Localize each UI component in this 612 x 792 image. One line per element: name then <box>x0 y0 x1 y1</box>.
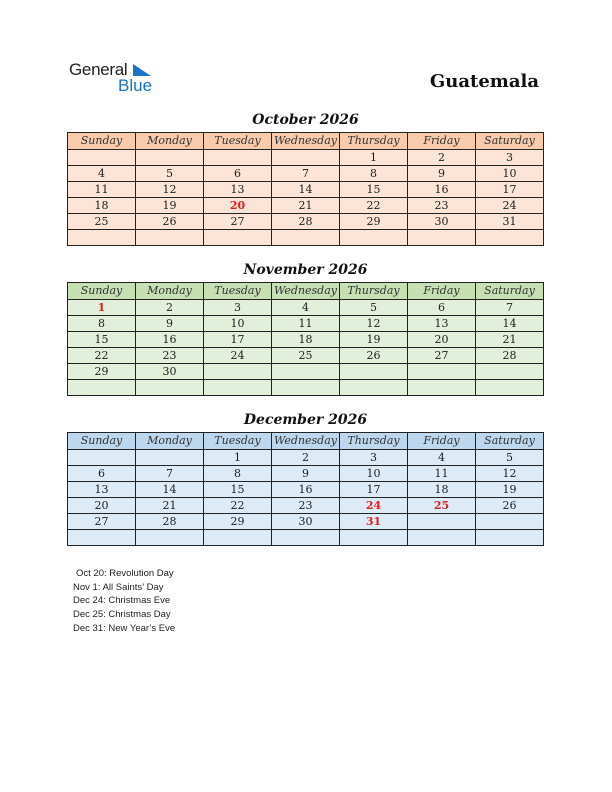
weekday-header-row <box>68 433 544 450</box>
day-cell: 9 <box>408 166 476 182</box>
day-cell: 28 <box>272 214 340 230</box>
month-calendar <box>67 261 544 396</box>
day-cell: 27 <box>68 514 136 530</box>
week-row <box>68 214 544 230</box>
day-cell: 15 <box>204 482 272 498</box>
day-cell: 5 <box>476 450 544 466</box>
holiday-day-cell: 20 <box>204 198 272 214</box>
day-cell <box>340 380 408 396</box>
day-cell: 21 <box>476 332 544 348</box>
day-cell: 4 <box>68 166 136 182</box>
day-cell: 17 <box>476 182 544 198</box>
day-cell: 28 <box>136 514 204 530</box>
day-cell <box>68 450 136 466</box>
day-cell <box>408 514 476 530</box>
logo-word-blue: Blue <box>118 76 153 95</box>
holiday-list <box>73 567 175 636</box>
day-cell: 21 <box>136 498 204 514</box>
day-cell <box>272 364 340 380</box>
holiday-item: Dec 31: New Year’s Eve <box>73 622 176 634</box>
day-cell: 23 <box>136 348 204 364</box>
day-cell: 9 <box>136 316 204 332</box>
day-cell: 5 <box>340 300 408 316</box>
day-cell <box>272 530 340 546</box>
day-cell: 2 <box>272 450 340 466</box>
day-cell: 23 <box>408 198 476 214</box>
day-cell: 2 <box>408 150 476 166</box>
weekday-header-row <box>68 133 544 150</box>
week-row <box>68 166 544 182</box>
day-cell: 2 <box>136 300 204 316</box>
day-cell <box>204 380 272 396</box>
week-row <box>68 380 544 396</box>
day-cell <box>340 364 408 380</box>
day-cell: 7 <box>136 466 204 482</box>
day-cell: 3 <box>340 450 408 466</box>
week-row <box>68 530 544 546</box>
day-cell: 8 <box>68 316 136 332</box>
day-cell <box>68 530 136 546</box>
day-cell: 8 <box>340 166 408 182</box>
day-cell: 5 <box>136 166 204 182</box>
day-cell: 27 <box>408 348 476 364</box>
day-cell: 1 <box>340 150 408 166</box>
weekday-header: Thursday <box>340 133 408 150</box>
day-cell: 31 <box>476 214 544 230</box>
holiday-item: Dec 24: Christmas Eve <box>73 595 171 607</box>
weekday-header: Tuesday <box>204 133 272 150</box>
holiday-day-cell: 31 <box>340 514 408 530</box>
day-cell <box>408 230 476 246</box>
day-cell <box>204 364 272 380</box>
day-cell <box>408 364 476 380</box>
holiday-day-cell: 24 <box>340 498 408 514</box>
weekday-header: Tuesday <box>204 283 272 300</box>
holiday-day-cell: 1 <box>68 300 136 316</box>
week-row <box>68 332 544 348</box>
week-row <box>68 198 544 214</box>
weekday-header: Monday <box>136 433 204 450</box>
day-cell <box>204 230 272 246</box>
week-row <box>68 230 544 246</box>
day-cell: 6 <box>204 166 272 182</box>
day-cell: 12 <box>340 316 408 332</box>
day-cell <box>476 364 544 380</box>
week-row <box>68 300 544 316</box>
day-cell: 10 <box>204 316 272 332</box>
day-cell <box>272 380 340 396</box>
week-row <box>68 466 544 482</box>
day-cell <box>476 530 544 546</box>
day-cell <box>476 230 544 246</box>
week-row <box>68 514 544 530</box>
day-cell: 19 <box>476 482 544 498</box>
day-cell: 19 <box>340 332 408 348</box>
day-cell: 15 <box>340 182 408 198</box>
weekday-header-row <box>68 283 544 300</box>
logo-triangle-icon <box>133 64 151 76</box>
month-calendar <box>67 411 544 546</box>
day-cell: 11 <box>272 316 340 332</box>
day-cell <box>68 230 136 246</box>
day-cell: 24 <box>476 198 544 214</box>
day-cell: 29 <box>204 514 272 530</box>
weekday-header: Wednesday <box>272 433 340 450</box>
month-table <box>67 432 544 546</box>
month-table <box>67 132 544 246</box>
weekday-header: Friday <box>408 283 476 300</box>
day-cell: 24 <box>204 348 272 364</box>
day-cell: 4 <box>272 300 340 316</box>
day-cell: 12 <box>476 466 544 482</box>
weekday-header: Sunday <box>68 433 136 450</box>
weekday-header: Thursday <box>340 283 408 300</box>
day-cell: 25 <box>68 214 136 230</box>
weekday-header: Friday <box>408 433 476 450</box>
month-title: December 2026 <box>243 412 368 428</box>
day-cell <box>476 514 544 530</box>
day-cell <box>68 150 136 166</box>
day-cell <box>408 530 476 546</box>
weekday-header: Wednesday <box>272 283 340 300</box>
day-cell: 30 <box>408 214 476 230</box>
day-cell: 27 <box>204 214 272 230</box>
day-cell: 6 <box>408 300 476 316</box>
weekday-header: Saturday <box>476 133 544 150</box>
day-cell: 20 <box>408 332 476 348</box>
day-cell: 11 <box>68 182 136 198</box>
day-cell <box>136 530 204 546</box>
day-cell: 14 <box>272 182 340 198</box>
day-cell: 30 <box>136 364 204 380</box>
day-cell <box>68 380 136 396</box>
day-cell: 7 <box>476 300 544 316</box>
day-cell: 23 <box>272 498 340 514</box>
day-cell: 9 <box>272 466 340 482</box>
generalblue-logo <box>69 60 159 96</box>
day-cell: 14 <box>136 482 204 498</box>
day-cell: 1 <box>204 450 272 466</box>
month-calendar <box>67 111 544 246</box>
day-cell: 26 <box>340 348 408 364</box>
day-cell: 29 <box>68 364 136 380</box>
weekday-header: Sunday <box>68 133 136 150</box>
day-cell: 10 <box>476 166 544 182</box>
day-cell <box>340 530 408 546</box>
day-cell: 11 <box>408 466 476 482</box>
day-cell: 22 <box>68 348 136 364</box>
week-row <box>68 150 544 166</box>
day-cell: 16 <box>272 482 340 498</box>
weekday-header: Monday <box>136 283 204 300</box>
week-row <box>68 182 544 198</box>
week-row <box>68 498 544 514</box>
day-cell: 26 <box>476 498 544 514</box>
day-cell <box>136 450 204 466</box>
day-cell: 26 <box>136 214 204 230</box>
day-cell <box>408 380 476 396</box>
week-row <box>68 450 544 466</box>
day-cell <box>204 150 272 166</box>
weekday-header: Monday <box>136 133 204 150</box>
day-cell: 13 <box>408 316 476 332</box>
day-cell: 19 <box>136 198 204 214</box>
day-cell: 6 <box>68 466 136 482</box>
day-cell: 14 <box>476 316 544 332</box>
month-title: October 2026 <box>252 112 359 128</box>
day-cell: 18 <box>272 332 340 348</box>
holiday-item: Oct 20: Revolution Day <box>76 568 174 579</box>
week-row <box>68 316 544 332</box>
weekday-header: Wednesday <box>272 133 340 150</box>
day-cell: 4 <box>408 450 476 466</box>
day-cell <box>476 380 544 396</box>
day-cell: 16 <box>408 182 476 198</box>
week-row <box>68 348 544 364</box>
day-cell: 17 <box>340 482 408 498</box>
day-cell: 3 <box>476 150 544 166</box>
day-cell <box>136 230 204 246</box>
day-cell: 12 <box>136 182 204 198</box>
day-cell <box>204 530 272 546</box>
weekday-header: Friday <box>408 133 476 150</box>
week-row <box>68 482 544 498</box>
day-cell: 13 <box>68 482 136 498</box>
month-table <box>67 282 544 396</box>
day-cell: 22 <box>340 198 408 214</box>
weekday-header: Saturday <box>476 433 544 450</box>
weekday-header: Sunday <box>68 283 136 300</box>
day-cell: 28 <box>476 348 544 364</box>
logo-word-general: General <box>69 60 128 79</box>
day-cell: 20 <box>68 498 136 514</box>
day-cell: 7 <box>272 166 340 182</box>
day-cell: 29 <box>340 214 408 230</box>
weekday-header: Thursday <box>340 433 408 450</box>
day-cell: 22 <box>204 498 272 514</box>
day-cell: 18 <box>68 198 136 214</box>
day-cell: 10 <box>340 466 408 482</box>
week-row <box>68 364 544 380</box>
day-cell: 17 <box>204 332 272 348</box>
day-cell: 30 <box>272 514 340 530</box>
holiday-day-cell: 25 <box>408 498 476 514</box>
day-cell <box>340 230 408 246</box>
day-cell: 15 <box>68 332 136 348</box>
day-cell: 21 <box>272 198 340 214</box>
holiday-item: Nov 1: All Saints’ Day <box>73 581 164 593</box>
holiday-item: Dec 25: Christmas Day <box>73 609 171 621</box>
day-cell: 16 <box>136 332 204 348</box>
day-cell <box>272 230 340 246</box>
day-cell: 8 <box>204 466 272 482</box>
day-cell <box>136 150 204 166</box>
country-title: Guatemala <box>429 71 539 92</box>
day-cell: 25 <box>272 348 340 364</box>
weekday-header: Saturday <box>476 283 544 300</box>
day-cell: 13 <box>204 182 272 198</box>
month-title: November 2026 <box>243 262 368 278</box>
weekday-header: Tuesday <box>204 433 272 450</box>
day-cell: 3 <box>204 300 272 316</box>
day-cell: 18 <box>408 482 476 498</box>
day-cell <box>272 150 340 166</box>
day-cell <box>136 380 204 396</box>
